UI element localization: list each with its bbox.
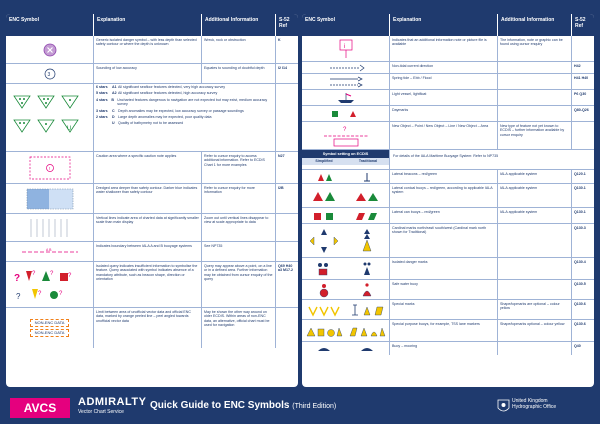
admiralty-subtitle: Vector Chart Service [78, 409, 124, 415]
explanation-cell: Special marks [390, 300, 498, 319]
list-item: 5 stars A2 All significant seafloor features detected, high accuracy survey [96, 91, 218, 96]
safe-water-simplified-icon [314, 282, 334, 298]
header-enc-symbol: ENC Symbol [302, 14, 390, 36]
ref-cell [572, 36, 594, 61]
symbol-cell [302, 170, 390, 183]
svg-text:?: ? [342, 126, 346, 133]
admiralty-logo: ADMIRALTY [78, 396, 147, 408]
additional-cell: Refer to cursor enquiry for more information [202, 184, 276, 213]
cardinal-traditional-icon [359, 227, 375, 255]
tide-arrows-icon [326, 76, 366, 88]
isolated-danger-icon [43, 43, 57, 57]
safe-water-traditional-icon [357, 282, 377, 298]
explanation-cell: Lateral can buoys – red/green [390, 208, 498, 223]
symbol-cell [302, 36, 390, 61]
page-title [150, 400, 336, 411]
info-note-icon [326, 38, 366, 60]
symbol-cell [302, 122, 390, 149]
additional-cell [498, 258, 572, 279]
can-buoy-simplified-icon [310, 210, 338, 222]
explanation-cell: Daymarks [390, 106, 498, 121]
explanation-cell: Safe water buoy [390, 280, 498, 299]
symbol-cell [6, 64, 94, 83]
ecdis-subheader [302, 158, 390, 164]
table-row [302, 280, 594, 300]
symbol-cell [302, 74, 390, 89]
special-purpose-traditional-icon [347, 324, 387, 338]
ref-cell [572, 122, 594, 149]
table-row [6, 262, 298, 308]
svg-text:!: ! [48, 165, 50, 171]
edition-label: (Third Edition) [292, 403, 337, 410]
list-item: 2 stars D Large depth anomalies may be expected, poor quality data [96, 115, 212, 120]
symbol-cell [6, 242, 94, 261]
ecdis-header: Symbol setting on ECDIS [302, 150, 389, 158]
ref-cell: N27 [278, 154, 285, 158]
explanation-cell: Limit between area of unofficial vector data and official ENC data, marked by orange peeled line – peel angled towards unofficial vector data [94, 308, 202, 348]
explanation-cell: New Object – Point / New Object – Line / New Object – Area [390, 122, 498, 149]
ecdis-note: For details of the IALA Maritime Buoyage System: Refer to NP735 [393, 154, 499, 158]
symbol-cell [302, 224, 390, 257]
table-row [302, 208, 594, 224]
list-item: 4 stars B Uncharted features dangerous to navigation are not expected but may exist, medium accuracy survey [96, 97, 268, 107]
stars-list [94, 84, 276, 151]
additional-cell [498, 106, 572, 121]
svg-text:U: U [66, 125, 71, 132]
special-marks-simplified-icon [306, 303, 342, 317]
additional-cell: Zoom out until vertical lines disappear to view at scale appropriate to data [202, 214, 276, 241]
ref-cell: Q130.5 [574, 282, 586, 286]
symbol-cell [302, 106, 390, 121]
table-row [302, 36, 594, 62]
svg-text:?: ? [13, 272, 20, 284]
additional-cell [498, 62, 572, 73]
explanation-cell: Special purpose buoys, for example, TSS lane markers [390, 320, 498, 341]
additional-cell: The information, note or graphic can be found using cursor enquiry [498, 36, 572, 61]
explanation-cell: Dredged area deeper than safety contour. Darker blue indicates water shallower than safety contour [94, 184, 202, 213]
symbol-cell [6, 308, 94, 348]
symbol-cell [302, 62, 390, 73]
left-panel [6, 14, 298, 387]
lateral-beacon-traditional-icon [361, 172, 373, 182]
explanation-cell: Generic isolated danger symbol – with less depth than selected safety contour or where the depth is unknown [94, 36, 202, 63]
svg-text:?: ? [37, 290, 41, 297]
explanation-cell: Isolated query indicates insufficient information to symbolise the feature. Query associated with symbol indicates absence of a mandatory attribute, such as beacon shape, direction or orientation [94, 262, 202, 307]
symbol-cell [6, 84, 94, 151]
list-item: U Quality of bathymetry not to be assessed [112, 121, 184, 126]
table-row [6, 242, 298, 262]
explanation-cell: Non-tidal current direction [390, 62, 498, 73]
ukho-crest-icon [497, 398, 510, 415]
new-object-icon [316, 124, 376, 148]
ecdis-header-cell [302, 150, 390, 169]
header-ref: S-52 Ref [279, 17, 290, 29]
ref-cell: Q130.3 [574, 226, 586, 230]
additional-cell: Refer to cursor enquiry to access additional information. Refer to ECDIS Chart 1 for more examples [202, 152, 276, 183]
symbol-cell [302, 184, 390, 207]
ref-cell: Q69 H40 a3 M17.2 [278, 264, 293, 273]
symbol-cell [302, 342, 390, 355]
additional-cell: Wreck, rock or obstruction [202, 36, 276, 63]
svg-text:?: ? [15, 291, 20, 301]
additional-cell: IALA applicable system [498, 170, 572, 183]
right-panel [302, 14, 594, 387]
light-vessel-icon [334, 92, 358, 104]
symbol-cell [6, 152, 94, 183]
table-row [302, 258, 594, 280]
ref-cell: K [278, 38, 281, 42]
additional-cell: See NP735 [202, 242, 276, 261]
table-row [302, 122, 594, 150]
non-enc-data-label: NON-ENC DATA [30, 319, 70, 327]
table-row [302, 62, 594, 74]
explanation-cell: Cardinal marks north/east/ south/west (Cardinal mark north shown for Traditional) [390, 224, 498, 257]
explanation-cell: Lateral conical buoys – red/green, according to applicable IALA system [390, 184, 498, 207]
right-table-header [302, 14, 594, 36]
conical-buoy-traditional-icon [353, 189, 381, 203]
explanation-cell: Indicates that an additional information note or picture file is available [390, 36, 498, 61]
symbol-cell [302, 208, 390, 223]
header-additional: Additional Information [498, 14, 572, 36]
ref-cell: Q40 [574, 344, 581, 348]
additional-cell [498, 74, 572, 89]
avcs-badge: AVCS [10, 398, 70, 418]
ecdis-setting-row [302, 150, 594, 170]
symbol-cell [302, 300, 390, 319]
ref-cell: I2 I14 [278, 66, 287, 70]
table-row [302, 90, 594, 106]
additional-cell: Shape/topmarks optional – colour yellow [498, 320, 572, 341]
current-arrow-icon [326, 64, 366, 72]
explanation-cell: Indicates boundary between IALA A and B buoyage systems [94, 242, 202, 261]
ref-cell: Q80-Q26 [574, 108, 589, 112]
svg-text:i: i [343, 43, 345, 50]
ukho-line-2: Hydrographic Office [512, 404, 557, 410]
mooring-buoy-simplified-icon [314, 344, 334, 353]
symbol-cell [302, 258, 390, 279]
table-row [6, 308, 298, 348]
table-row [302, 320, 594, 342]
table-row [302, 170, 594, 184]
table-row [302, 184, 594, 208]
explanation-cell: Isolated danger marks [390, 258, 498, 279]
svg-text:?: ? [67, 272, 71, 279]
query-symbols-icon [12, 265, 88, 305]
header-explanation: Explanation [94, 14, 202, 36]
svg-text:?: ? [31, 270, 35, 277]
list-item: 6 stars A1 All significant seafloor features detected, very high accuracy survey [96, 85, 226, 89]
iala-boundary-icon [20, 247, 80, 257]
ref-cell: I2B [278, 186, 284, 190]
additional-cell: Shape/topmarks are optional – colour yellow [498, 300, 572, 319]
symbol-cell [6, 184, 94, 213]
additional-cell [498, 280, 572, 299]
symbol-cell [302, 280, 390, 299]
ref-cell: Q130.4 [574, 260, 586, 264]
scale-boundary-icon [25, 217, 75, 239]
explanation-cell: Lateral beacons – red/green [390, 170, 498, 183]
ref-cell: Q130.6 [574, 302, 586, 306]
table-row [6, 184, 298, 214]
list-item: 3 stars C Depth anomalies may be expected, low accuracy survey or passage soundings [96, 108, 244, 113]
additional-cell [498, 90, 572, 105]
cardinal-simplified-icon [304, 227, 344, 255]
header-additional: Additional Information [202, 14, 276, 36]
traditional-label: Traditional [346, 158, 390, 164]
explanation-cell: Vertical lines indicate area of charted data at significantly smaller scale than main display [94, 214, 202, 241]
header-enc-symbol: ENC Symbol [6, 14, 94, 36]
zoc-triangles-icon [10, 90, 90, 146]
ref-cell [276, 242, 298, 261]
svg-text:3: 3 [47, 71, 50, 78]
svg-text:?: ? [58, 290, 62, 297]
ref-cell: Q130.1 [574, 186, 586, 190]
ref-cell [276, 214, 298, 241]
ukho-logo [512, 398, 556, 410]
additional-cell [498, 342, 572, 355]
table-row [6, 36, 298, 64]
low-accuracy-sounding-icon [43, 68, 57, 80]
symbol-cell [302, 320, 390, 341]
explanation-cell: Sounding of low accuracy [94, 64, 202, 83]
svg-text:?: ? [49, 270, 53, 277]
ref-cell: P6 Q30 [574, 92, 587, 96]
additional-cell: May be shown the other way around on older ECDIS. Within areas of non-ENC data, an alternative, official chart must be used for navigation [202, 308, 276, 348]
isolated-danger-traditional-icon [359, 261, 375, 277]
symbol-cell [6, 262, 94, 307]
explanation-cell: Light vessel, lightfloat [390, 90, 498, 105]
table-row [302, 342, 594, 355]
explanation-cell: Spring tide – Ebb / Flood [390, 74, 498, 89]
ref-cell [276, 308, 298, 348]
special-marks-traditional-icon [349, 303, 385, 317]
additional-cell: New type of feature not yet known to ECDIS – further information available by cursor enquiry [498, 122, 572, 149]
svg-text:A B: A B [45, 247, 51, 252]
explanation-cell: Buoy – mooring [390, 342, 498, 355]
symbol-cell [6, 214, 94, 241]
title-main: Quick Guide to ENC Symbols [150, 400, 290, 411]
table-row [6, 214, 298, 242]
lateral-beacon-simplified-icon [314, 172, 334, 182]
simplified-label: Simplified [302, 158, 346, 164]
additional-cell: IALA applicable system [498, 184, 572, 207]
additional-cell: Equates to sounding of doubtful depth [202, 64, 276, 83]
table-row [6, 64, 298, 84]
ref-cell: H41 H40 [574, 76, 589, 80]
ref-cell: H42 [574, 64, 581, 68]
header-ref: S-52 Ref [575, 17, 586, 29]
special-purpose-simplified-icon [304, 324, 344, 338]
daymarks-icon [326, 109, 366, 119]
additional-cell: Query may appear above a point, on a line or in a defined area. Further information may be obtained from cursor enquiry of the query [202, 262, 276, 307]
can-buoy-traditional-icon [353, 210, 381, 222]
symbol-cell [302, 90, 390, 105]
table-row [6, 152, 298, 184]
mooring-buoy-traditional-icon [357, 344, 377, 353]
table-row [302, 106, 594, 122]
conical-buoy-simplified-icon [310, 189, 338, 203]
header-explanation: Explanation [390, 14, 498, 36]
symbol-cell [6, 36, 94, 63]
ref-cell [276, 84, 298, 151]
non-enc-data-label-2: NON-ENC DATA [30, 329, 70, 337]
left-table-header [6, 14, 298, 36]
table-row [302, 300, 594, 320]
explanation-cell: Caution area where a specific caution note applies [94, 152, 202, 183]
additional-cell: IALA applicable system [498, 208, 572, 223]
table-row [302, 74, 594, 90]
dredged-area-icon [25, 187, 75, 211]
isolated-danger-simplified-icon [310, 261, 338, 277]
ukho-line-1: United Kingdom [512, 398, 548, 404]
table-row [302, 224, 594, 258]
ref-cell: Q130.6 [574, 322, 586, 326]
additional-cell [498, 224, 572, 257]
caution-area-icon [28, 155, 72, 181]
ref-cell: Q130.1 [574, 210, 586, 214]
ref-cell: Q120.1 [574, 172, 586, 176]
zoc-stars-row [6, 84, 298, 152]
